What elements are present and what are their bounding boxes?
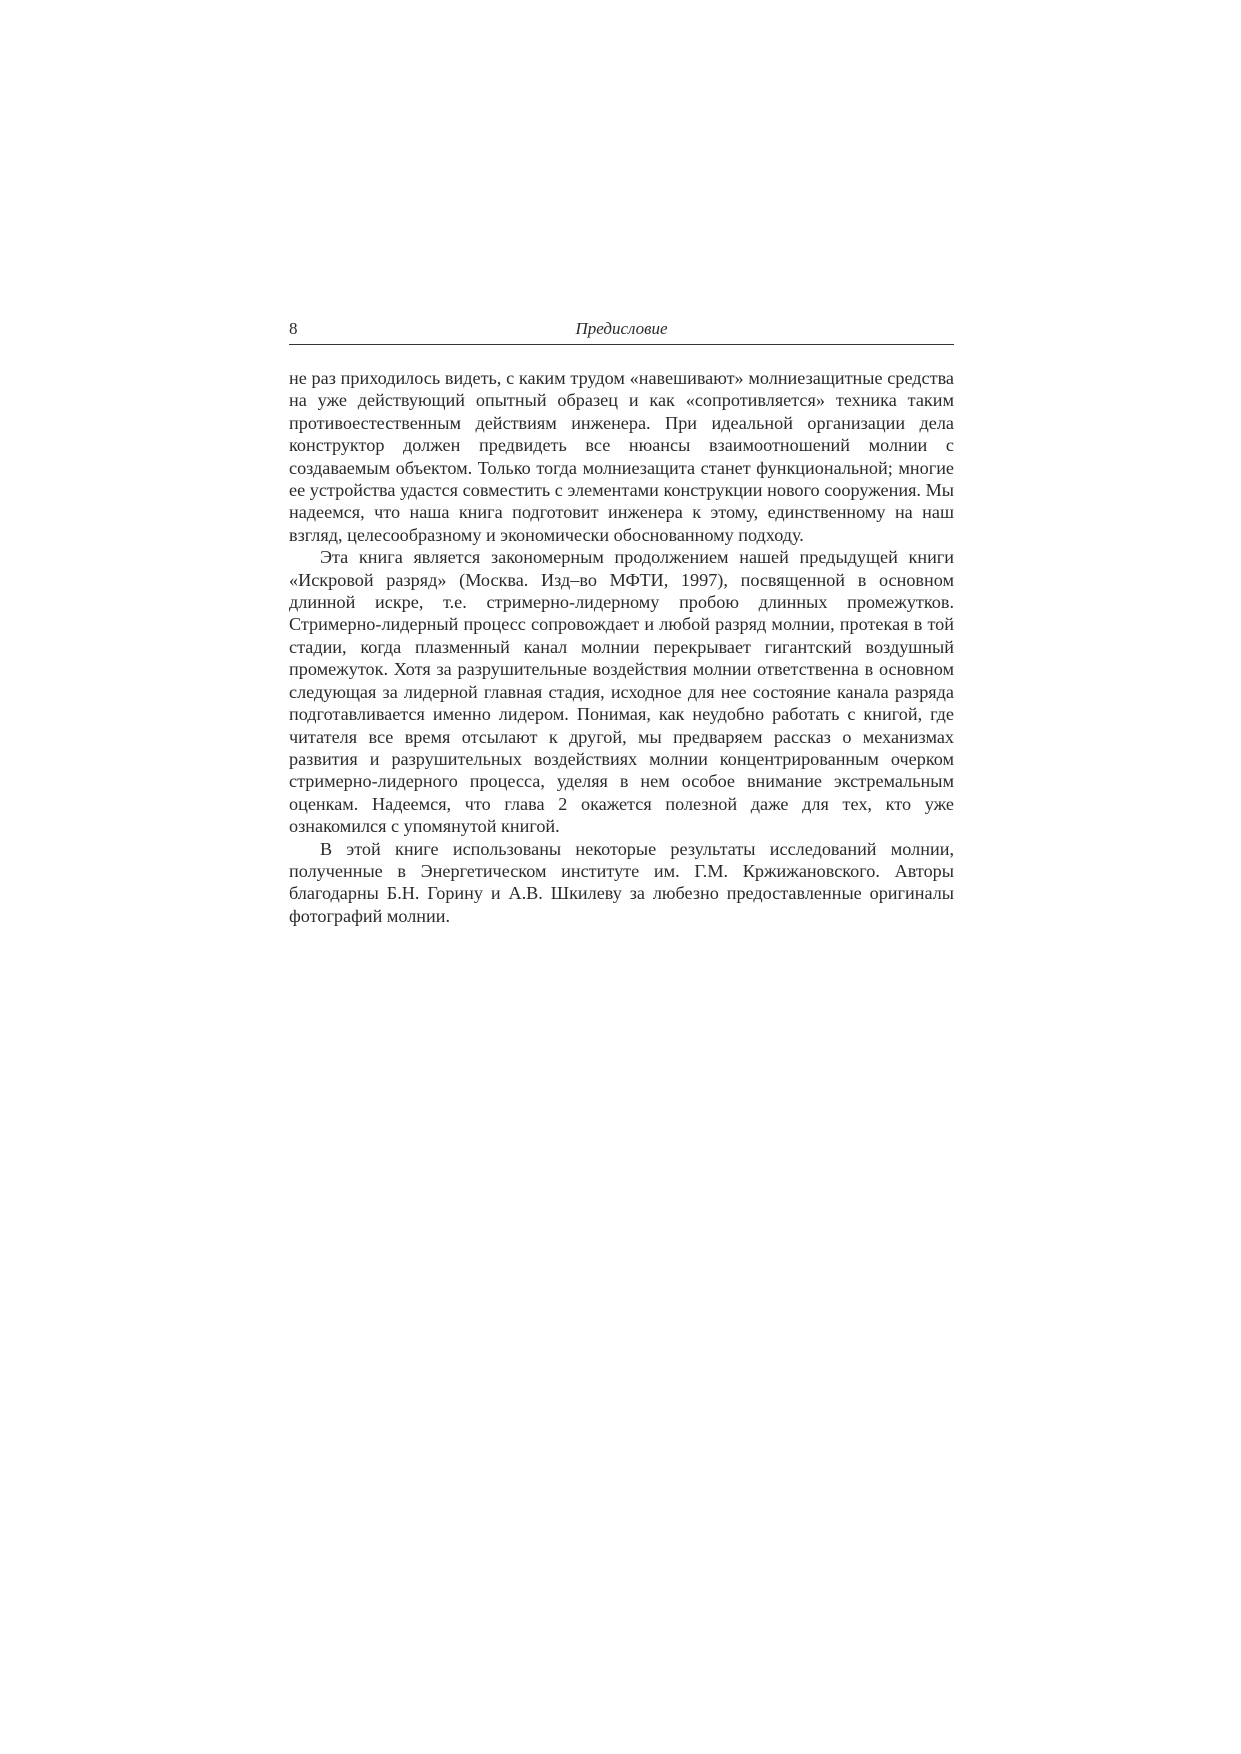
paragraph: В этой книге использованы некоторые результаты исследований молнии, полученные в Энергетическом институте им. Г.М. Кржижановского. Авторы благодарны Б.Н. Горину и А.В. Шкилеву за любезно предоставленные оригиналы фотографий молнии. [289, 838, 954, 926]
running-header [289, 318, 954, 345]
paragraph: Эта книга является закономерным продолжением нашей предыдущей книги «Искровой разряд» (Москва. Изд–во МФТИ, 1997), посвященной в основном длинной искре, т.е. стримерно-лидерному пробою длинных промежутков. Стримерно-лидерный процесс сопровождает и любой разряд молнии, протекая в той стадии, когда плазменный канал молнии перекрывает гигантский воздушный промежуток. Хотя за разрушительные воздействия молнии ответственна в основном следующая за лидерной главная стадия, исходное для нее состояние канала разряда подготавливается именно лидером. Понимая, как неудобно работать с книгой, где читателя все время отсылают к другой, мы предваряем рассказ о механизмах развития и разрушительных воздействиях молнии концентрированным очерком стримерно-лидерного процесса, уделяя в нем особое внимание экстремальным оценкам. Надеемся, что глава 2 окажется полезной даже для тех, кто уже ознакомился с упомянутой книгой. [289, 547, 954, 837]
paragraph-continued: не раз приходилось видеть, с каким трудом «навешивают» молниезащитные средства на уже действующий опытный образец и как «сопротивляется» техника таким противоестественным действиям инженера. При идеальной организации дела конструктор должен предвидеть все нюансы взаимоотношений молнии с создаваемым объектом. Только тогда молниезащита станет функциональной; многие ее устройства удастся совместить с элементами конструкции нового сооружения. Мы надеемся, что наша книга подготовит инженера к этому, единственному на наш взгляд, целесообразному и экономически обоснованному подходу. [289, 368, 954, 545]
page-number: 8 [289, 319, 298, 338]
chapter-title: Предисловие [575, 319, 668, 338]
body-text [289, 367, 954, 927]
